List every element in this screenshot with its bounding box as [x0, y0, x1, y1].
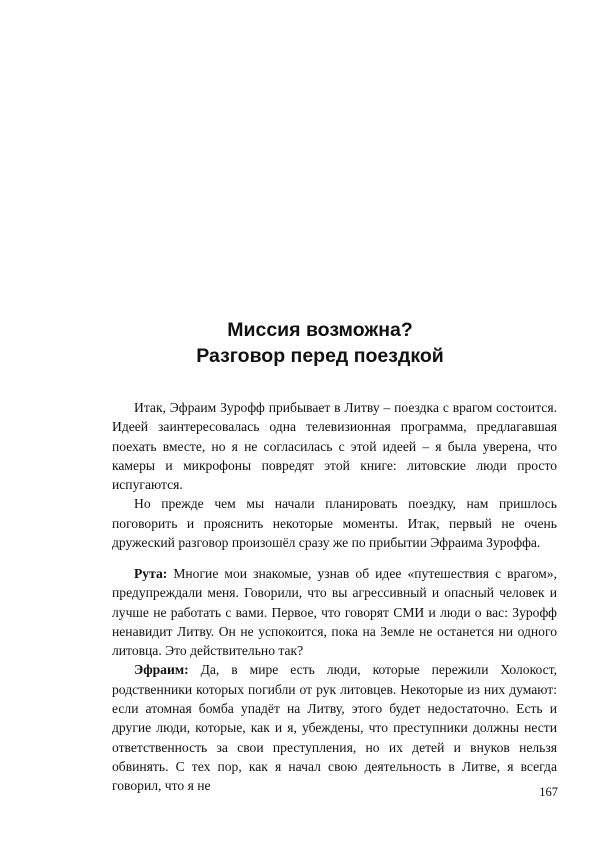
- intro-paragraph: Но прежде чем мы начали планировать поездку, нам пришлось поговорить и прояснить некоторые моменты. Итак, первый не очень дружеский разговор произошёл сразу же по прибытии Эфраима Зуроффа.: [112, 496, 557, 551]
- dialogue-paragraph: [112, 564, 557, 660]
- speaker-name: Рута:: [134, 566, 168, 581]
- speaker-name: Эфраим:: [134, 662, 189, 678]
- chapter-title: Миссия возможна?: [227, 319, 413, 341]
- dialogue-paragraph: [112, 660, 557, 795]
- page-number: 167: [539, 785, 558, 799]
- speaker-text: Многие мои знакомые, узнав об идее «путешествия с врагом», предупреждали меня. Говорили, что вы агрессивный и опасный человек и лучше не работать с вами. Первое, что говорят СМИ и люди о вас: Зурофф ненавидит Литву. Он не успокоится, пока на Земле не останется ни одного литовца. Это действительно так?: [112, 566, 557, 659]
- chapter-subtitle: Разговор перед поездкой: [196, 345, 444, 367]
- speaker-text: Да, в мире есть люди, которые пережили Холокост, родственники которых погибли от рук литовцев. Некоторые из них думают: если атомная бомба упадёт на Литву, этого будет недостаточно. Есть и другие люди, которые, как и я, убеждены, что преступники должны нести ответственность за свои преступления, но их детей и внуков нельзя обвинять. С тех пор, как я начал свою деятельность в Литве, я всегда говорил, что я не: [112, 662, 557, 794]
- dialogue-text: [112, 564, 557, 796]
- intro-text: [112, 398, 557, 552]
- intro-paragraph: Итак, Эфраим Зурофф прибывает в Литву – поездка с врагом состоится. Идеей заинтересовалась одна телевизионная программа, предлагавшая поехать вместе, но я не согласилась с этой идеей – я была уверена, что камеры и микрофоны повредят этой книге: литовские люди просто испугаются.: [112, 400, 557, 493]
